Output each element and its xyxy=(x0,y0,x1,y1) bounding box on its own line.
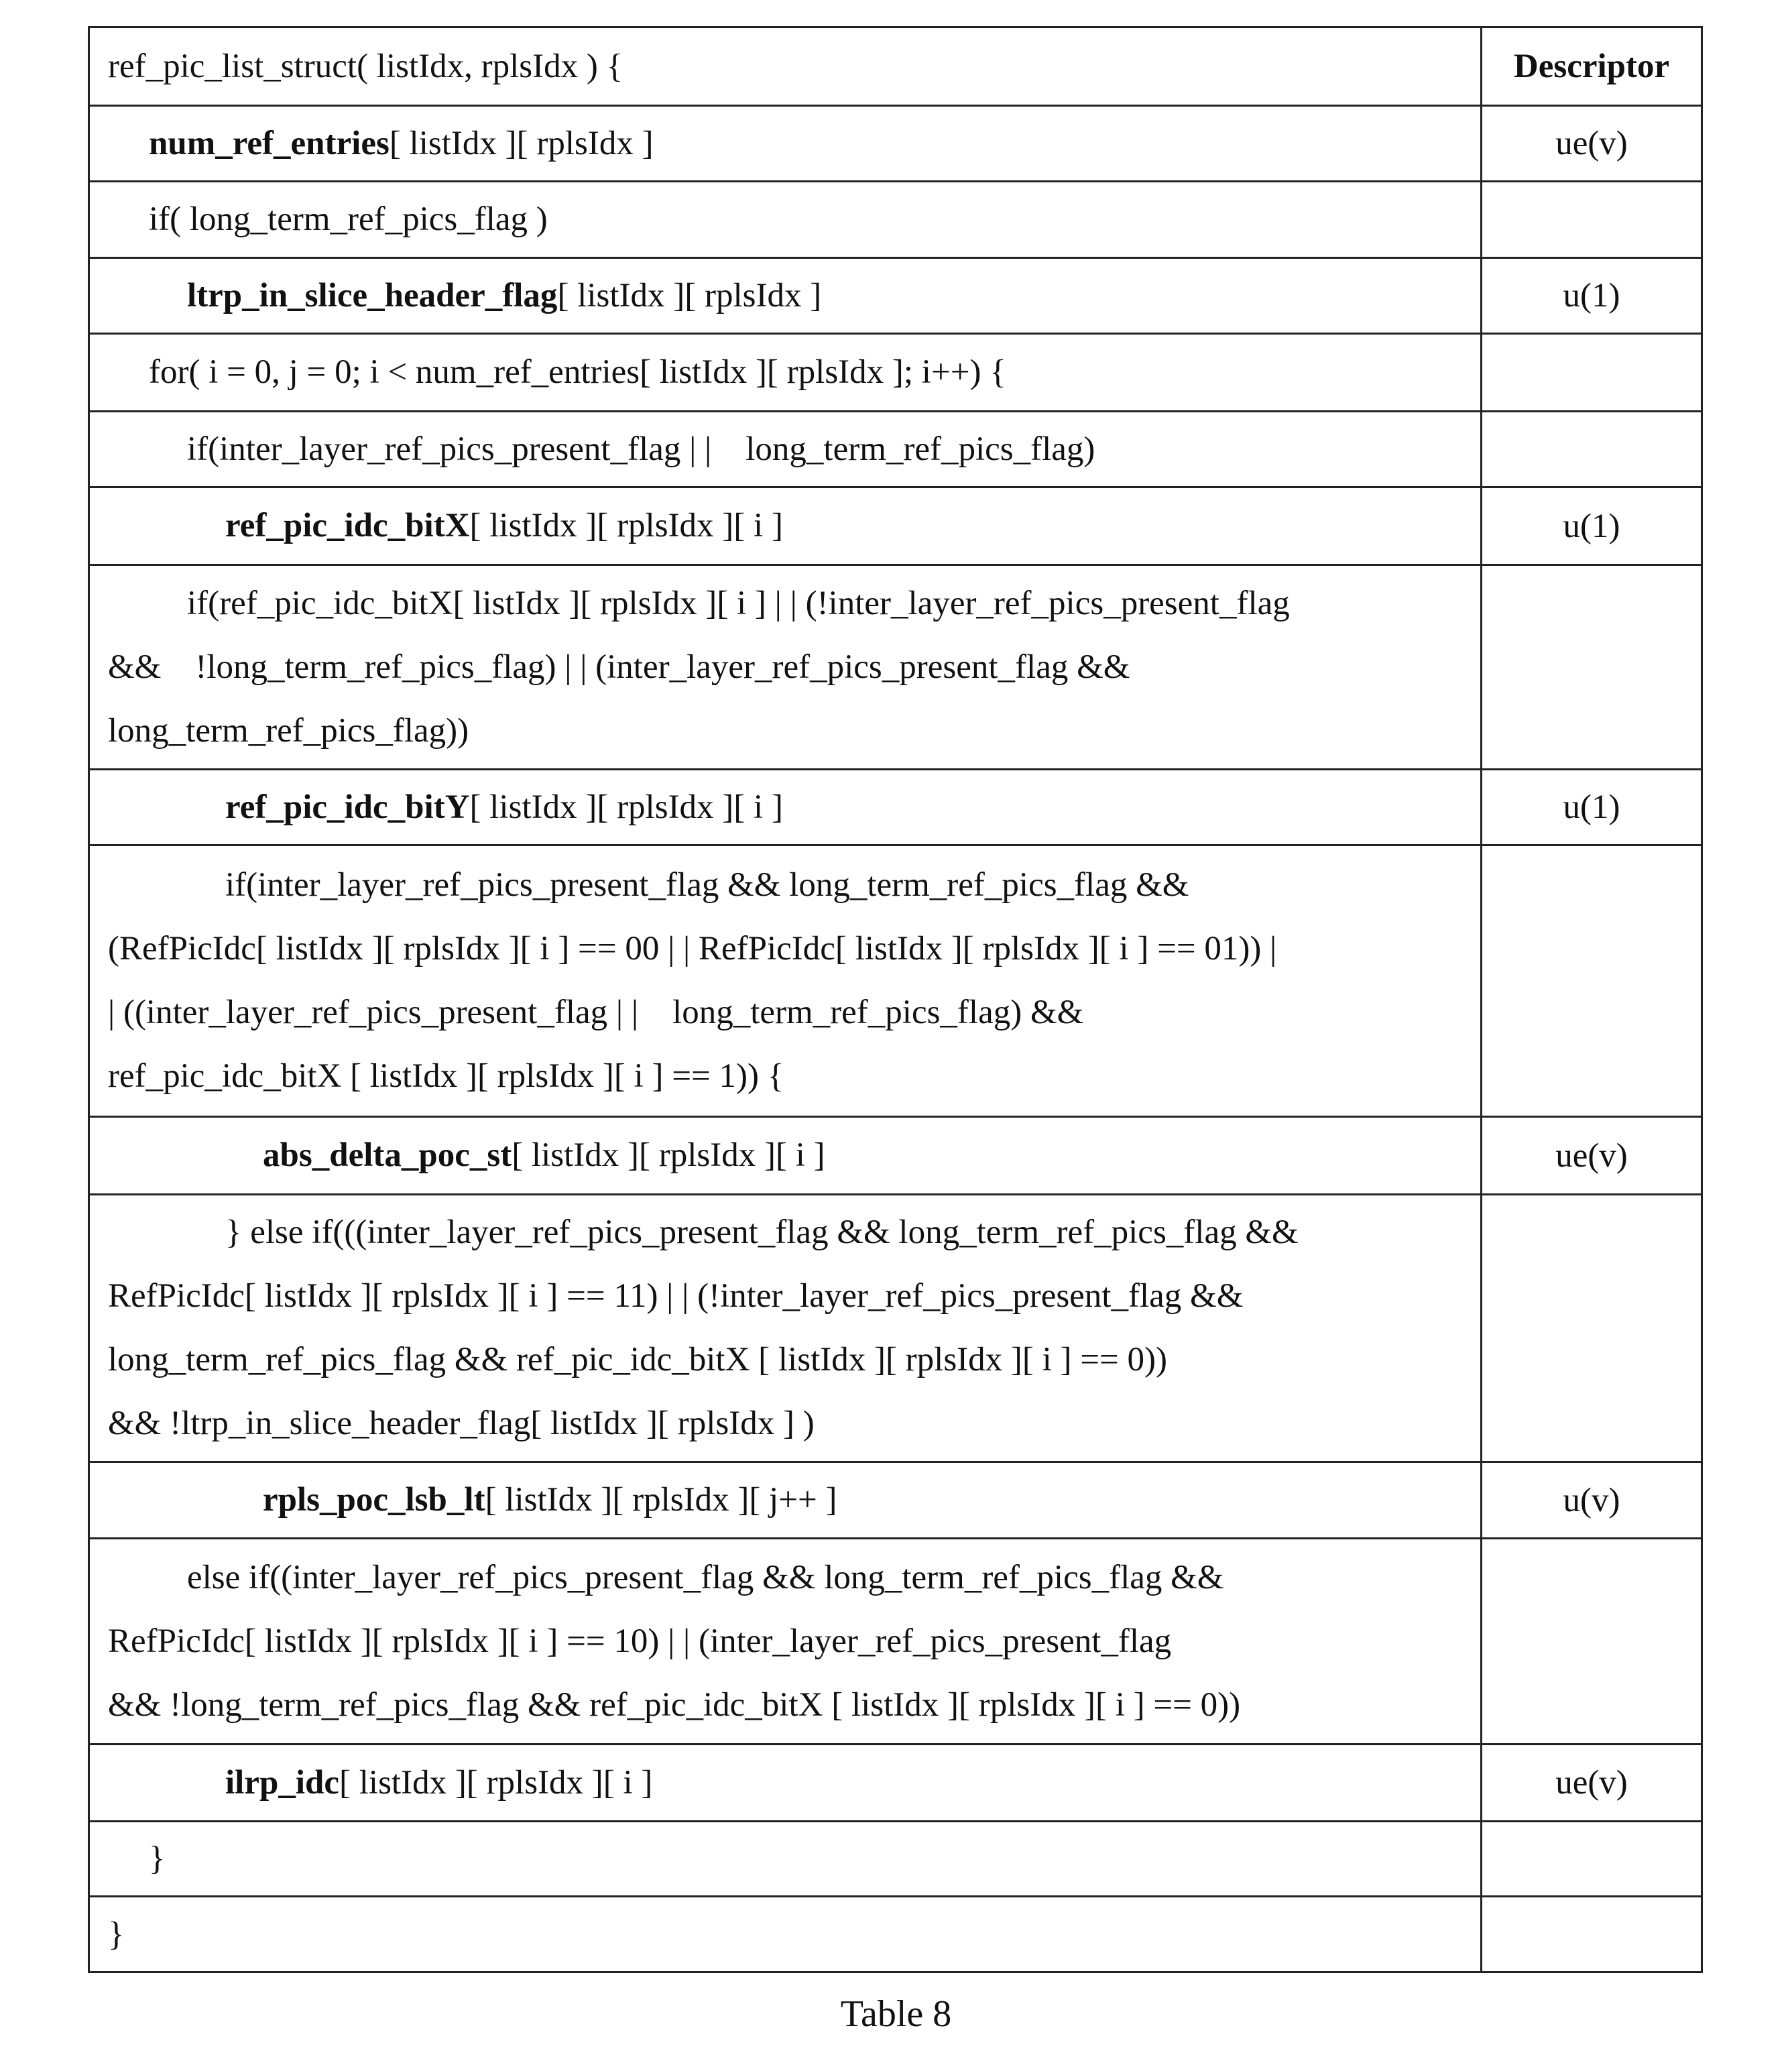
syntax-line xyxy=(108,572,1467,636)
syntax-element-name: rpls_poc_lsb_lt xyxy=(263,1481,485,1519)
function-signature xyxy=(90,28,1480,105)
syntax-cell xyxy=(90,488,1480,564)
table-row xyxy=(90,1895,1701,1971)
descriptor-header: Descriptor xyxy=(1480,28,1701,105)
syntax-text: if(ref_pic_idc_bitX[ listIdx ][ rplsIdx ][ i ] | | (!inter_layer_ref_pics_present_flag xyxy=(187,585,1290,622)
table-row xyxy=(90,180,1701,257)
syntax-line xyxy=(108,112,1467,176)
syntax-text: if(inter_layer_ref_pics_present_flag | | long_term_ref_pics_flag) xyxy=(187,430,1095,468)
syntax-cell xyxy=(90,1897,1480,1971)
descriptor-cell xyxy=(1480,335,1701,410)
syntax-cell xyxy=(90,1463,1480,1537)
table-row xyxy=(90,1193,1701,1461)
syntax-line xyxy=(108,1328,1467,1392)
syntax-line xyxy=(108,981,1467,1045)
syntax-element-name: num_ref_entries xyxy=(149,125,390,162)
syntax-cell xyxy=(90,1745,1480,1820)
table-row xyxy=(90,1820,1701,1895)
syntax-text: for( i = 0, j = 0; i < num_ref_entries[ listIdx ][ rplsIdx ]; i++) { xyxy=(149,353,1006,391)
syntax-text: long_term_ref_pics_flag && ref_pic_idc_bitX [ listIdx ][ rplsIdx ][ i ] == 0)) xyxy=(108,1341,1167,1378)
syntax-text: else if((inter_layer_ref_pics_present_flag && long_term_ref_pics_flag && xyxy=(187,1559,1223,1596)
syntax-text: } xyxy=(108,1915,124,1953)
table-row xyxy=(90,1461,1701,1537)
syntax-line xyxy=(108,1392,1467,1456)
table-row xyxy=(90,333,1701,410)
descriptor-cell xyxy=(1480,566,1701,768)
syntax-text: [ listIdx ][ rplsIdx ][ i ] xyxy=(470,788,783,826)
syntax-line xyxy=(108,264,1467,328)
syntax-cell xyxy=(90,412,1480,486)
syntax-line xyxy=(108,1045,1467,1108)
descriptor-cell: ue(v) xyxy=(1480,1745,1701,1820)
syntax-line xyxy=(108,1264,1467,1328)
syntax-line xyxy=(108,1468,1467,1532)
descriptor-cell: u(1) xyxy=(1480,488,1701,564)
syntax-cell xyxy=(90,846,1480,1116)
syntax-text: [ listIdx ][ rplsIdx ] xyxy=(390,125,654,162)
syntax-line xyxy=(108,341,1467,404)
table-row xyxy=(90,844,1701,1116)
table-row xyxy=(90,257,1701,333)
table-header-row xyxy=(90,28,1701,105)
syntax-text: if( long_term_ref_pics_flag ) xyxy=(149,200,548,238)
descriptor-cell: u(1) xyxy=(1480,259,1701,333)
table-row xyxy=(90,1743,1701,1820)
syntax-text: [ listIdx ][ rplsIdx ] xyxy=(557,277,821,314)
syntax-text: (RefPicIdc[ listIdx ][ rplsIdx ][ i ] == 00 | | RefPicIdc[ listIdx ][ rplsIdx ][ i ] == 01)) | xyxy=(108,930,1276,967)
syntax-line xyxy=(108,1546,1467,1610)
syntax-line xyxy=(108,636,1467,699)
syntax-element-name: abs_delta_poc_st xyxy=(263,1136,512,1174)
table-row xyxy=(90,486,1701,564)
syntax-element-name: ref_pic_idc_bitX xyxy=(225,507,470,544)
syntax-text: } else if(((inter_layer_ref_pics_present_flag && long_term_ref_pics_flag && xyxy=(225,1214,1299,1251)
descriptor-cell xyxy=(1480,1195,1701,1461)
syntax-line xyxy=(108,1673,1467,1737)
table-row xyxy=(90,564,1701,768)
syntax-line xyxy=(108,1201,1467,1264)
syntax-text: } xyxy=(149,1840,165,1877)
syntax-text: && !long_term_ref_pics_flag && ref_pic_idc_bitX [ listIdx ][ rplsIdx ][ i ] == 0)) xyxy=(108,1686,1240,1724)
syntax-text: if(inter_layer_ref_pics_present_flag && long_term_ref_pics_flag && xyxy=(225,866,1189,904)
syntax-line xyxy=(108,853,1467,917)
syntax-line xyxy=(108,1827,1467,1891)
syntax-line xyxy=(108,917,1467,981)
header-code-text: ref_pic_list_struct( listIdx, rplsIdx ) { xyxy=(108,35,1467,99)
syntax-text: && !ltrp_in_slice_header_flag[ listIdx ][ rplsIdx ] ) xyxy=(108,1405,815,1442)
descriptor-cell: ue(v) xyxy=(1480,1118,1701,1193)
descriptor-cell: u(v) xyxy=(1480,1463,1701,1537)
syntax-line xyxy=(108,1751,1467,1815)
syntax-text: [ listIdx ][ rplsIdx ][ j++ ] xyxy=(485,1481,837,1519)
syntax-text: && !long_term_ref_pics_flag) | | (inter_layer_ref_pics_present_flag && xyxy=(108,648,1130,686)
table-row xyxy=(90,105,1701,180)
syntax-text: | ((inter_layer_ref_pics_present_flag | | long_term_ref_pics_flag) && xyxy=(108,994,1083,1031)
syntax-cell xyxy=(90,770,1480,844)
syntax-text: RefPicIdc[ listIdx ][ rplsIdx ][ i ] == 11) | | (!inter_layer_ref_pics_present_flag && xyxy=(108,1277,1243,1315)
descriptor-cell: ue(v) xyxy=(1480,107,1701,180)
syntax-line xyxy=(108,1124,1467,1187)
syntax-cell xyxy=(90,335,1480,410)
descriptor-cell: u(1) xyxy=(1480,770,1701,844)
syntax-line xyxy=(108,1610,1467,1673)
table-caption: Table 8 xyxy=(0,1993,1792,2035)
syntax-text: RefPicIdc[ listIdx ][ rplsIdx ][ i ] == 10) | | (inter_layer_ref_pics_present_flag xyxy=(108,1622,1171,1660)
table-row xyxy=(90,1116,1701,1193)
syntax-element-name: ref_pic_idc_bitY xyxy=(225,788,470,826)
descriptor-cell xyxy=(1480,412,1701,486)
syntax-cell xyxy=(90,1195,1480,1461)
syntax-text: ref_pic_idc_bitX [ listIdx ][ rplsIdx ][ i ] == 1)) { xyxy=(108,1057,784,1095)
syntax-line xyxy=(108,776,1467,839)
syntax-cell xyxy=(90,1539,1480,1743)
table-row xyxy=(90,768,1701,844)
table-row xyxy=(90,410,1701,486)
syntax-line xyxy=(108,1903,1467,1966)
descriptor-cell xyxy=(1480,1897,1701,1971)
syntax-cell xyxy=(90,182,1480,257)
descriptor-cell xyxy=(1480,1539,1701,1743)
syntax-cell xyxy=(90,1822,1480,1895)
syntax-text: [ listIdx ][ rplsIdx ][ i ] xyxy=(339,1764,652,1802)
syntax-cell xyxy=(90,566,1480,768)
syntax-cell xyxy=(90,1118,1480,1193)
syntax-text: [ listIdx ][ rplsIdx ][ i ] xyxy=(512,1136,825,1174)
syntax-table xyxy=(88,26,1703,1973)
table-row xyxy=(90,1537,1701,1743)
descriptor-cell xyxy=(1480,182,1701,257)
syntax-text: [ listIdx ][ rplsIdx ][ i ] xyxy=(470,507,783,544)
syntax-line xyxy=(108,418,1467,481)
syntax-line xyxy=(108,188,1467,251)
syntax-text: long_term_ref_pics_flag)) xyxy=(108,712,469,750)
syntax-line xyxy=(108,699,1467,763)
syntax-element-name: ltrp_in_slice_header_flag xyxy=(187,277,557,314)
syntax-line xyxy=(108,494,1467,558)
syntax-cell xyxy=(90,107,1480,180)
syntax-cell xyxy=(90,259,1480,333)
syntax-element-name: ilrp_idc xyxy=(225,1764,339,1802)
descriptor-cell xyxy=(1480,1822,1701,1895)
descriptor-cell xyxy=(1480,846,1701,1116)
